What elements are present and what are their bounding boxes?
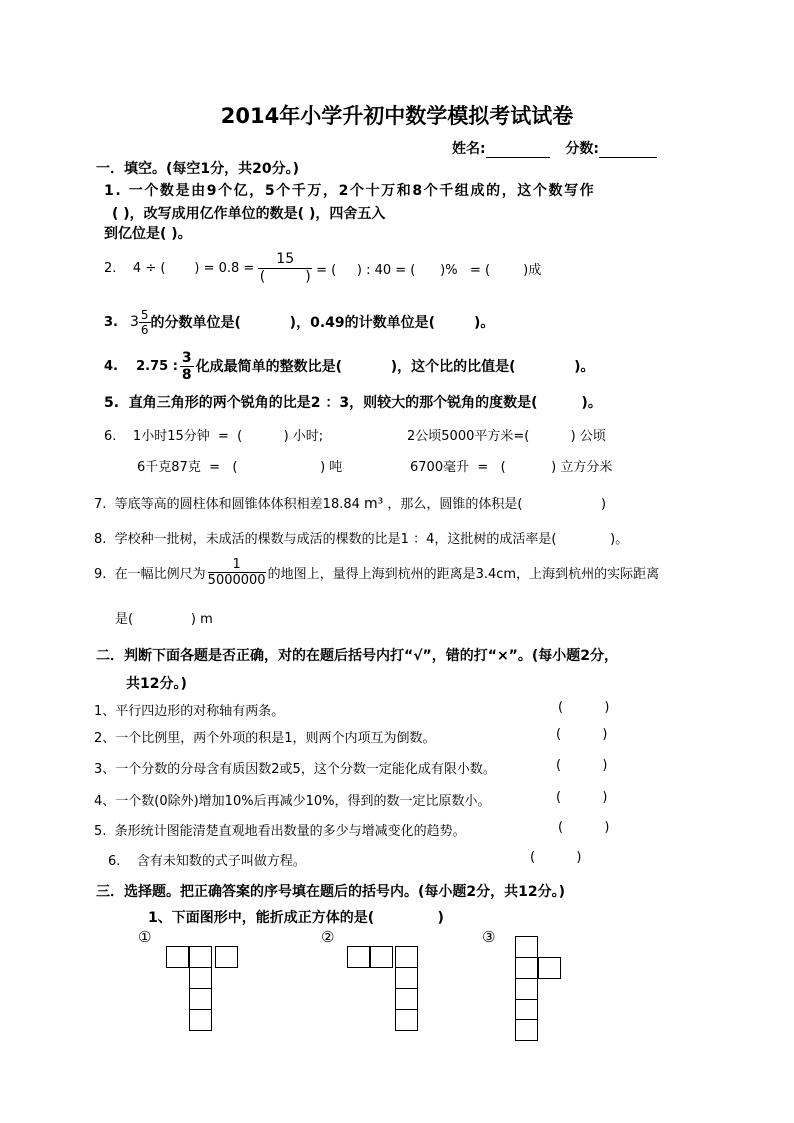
q1-line2: ( )，改写成用亿作单位的数是( )，四舍五入 xyxy=(112,206,386,222)
q9-row xyxy=(94,552,659,592)
net-1-cell xyxy=(166,946,189,968)
q7-part-b: ，那么，圆锥的体积是( ) xyxy=(387,497,607,512)
q4-text: 化成最简单的整数比是( )，这个比的比值是( )。 xyxy=(195,359,595,375)
judge-4-paren: ( ) xyxy=(556,790,608,805)
net-3-cell xyxy=(515,957,538,979)
section-2-heading-cont: 共12分。) xyxy=(126,676,187,692)
q7-row xyxy=(94,493,606,512)
q7-unit: m³ xyxy=(364,496,384,512)
judge-1-paren: ( ) xyxy=(558,700,610,715)
judge-6-text: 6. 含有未知数的式子叫做方程。 xyxy=(108,854,306,869)
judge-6-paren: ( ) xyxy=(530,850,582,865)
q6-a: 6. 1小时15分钟 = ( ) 小时; xyxy=(104,429,324,444)
q2-row xyxy=(104,248,541,288)
net-1-cell xyxy=(189,967,212,989)
q3-fraction-den: 6 xyxy=(140,322,149,337)
q4-row xyxy=(104,346,594,386)
net-2-cell xyxy=(370,946,393,968)
option-1-label: ① xyxy=(138,928,152,946)
q9-fraction xyxy=(208,558,266,587)
q2-fraction xyxy=(258,252,312,284)
name-blank xyxy=(486,157,550,158)
q4-fraction xyxy=(180,351,194,382)
judge-2-text: 2、一个比例里，两个外项的积是1，则两个内项互为倒数。 xyxy=(94,731,436,746)
q7-part-a: 7. 等底等高的圆柱体和圆锥体体积相差18.84 xyxy=(94,497,360,512)
q6-d: 6700毫升 = ( ) 立方分米 xyxy=(410,460,613,475)
q3-number: 3. xyxy=(104,314,118,330)
q2-fraction-num: 15 xyxy=(258,252,312,269)
q1-line3: 到亿位是( )。 xyxy=(104,226,192,242)
q2-fraction-den: ( ) xyxy=(259,269,311,285)
name-score-row xyxy=(452,138,657,158)
net-1-cell xyxy=(189,946,212,968)
q8: 8. 学校种一批树，未成活的棵数与成活的棵数的比是1 ：4，这批树的成活率是( )。 xyxy=(94,532,629,547)
q6-c: 6千克87克 = ( ) 吨 xyxy=(137,460,343,475)
judge-5-paren: ( ) xyxy=(558,820,610,835)
score-blank xyxy=(599,157,657,158)
q3-row xyxy=(104,303,494,341)
score-label: 分数: xyxy=(565,141,599,157)
q3-fraction xyxy=(139,309,151,336)
net-3-cell xyxy=(515,999,538,1021)
option-3-label: ③ xyxy=(482,928,496,946)
net-2-cell xyxy=(395,1009,418,1031)
q3-text: 的分数单位是( )，0.49的计数单位是( )。 xyxy=(150,315,495,331)
q2-part-b: = ( ) : 40 = ( )% = ( )成 xyxy=(316,262,542,278)
section-1-heading: 一．填空。(每空1分，共20分。) xyxy=(96,161,300,177)
choice-q1: 1、下面图形中，能折成正方体的是( ) xyxy=(148,910,444,926)
judge-5-text: 5. 条形统计图能清楚直观地看出数量的多少与增减变化的趋势。 xyxy=(94,824,466,839)
net-3-cell xyxy=(515,978,538,1000)
section-2-heading: 二．判断下面各题是否正确，对的在题后括号内打“√”，错的打“×”。(每小题2分， xyxy=(96,648,619,664)
net-1-cell xyxy=(189,1009,212,1031)
net-2-cell xyxy=(395,967,418,989)
net-2-cell xyxy=(395,946,418,968)
q9-part-b: 的地图上，量得上海到杭州的距离是3.4cm，上海到杭州的实际距离 xyxy=(267,566,660,582)
judge-3-text: 3、一个分数的分母含有质因数2或5，这个分数一定能化成有限小数。 xyxy=(94,762,496,777)
q4-fraction-num: 3 xyxy=(181,349,192,366)
name-label: 姓名: xyxy=(452,141,486,157)
net-3-cell xyxy=(538,957,561,979)
net-1-cell xyxy=(189,988,212,1010)
q9-part-a: 9. 在一幅比例尺为 xyxy=(94,566,206,582)
judge-1-text: 1、平行四边形的对称轴有两条。 xyxy=(94,704,285,719)
q6-b: 2公顷5000平方米=( ) 公顷 xyxy=(407,429,606,444)
page-title: 2014年小学升初中数学模拟考试试卷 xyxy=(220,104,574,128)
q4-part-a: 4. 2.75 : xyxy=(104,358,178,374)
q5: 5. 直角三角形的两个锐角的比是2 ：3，则较大的那个锐角的度数是( )。 xyxy=(104,395,602,411)
q3-whole: 3 xyxy=(129,314,139,330)
q3-fraction-num: 5 xyxy=(140,307,149,322)
q9-fraction-num: 1 xyxy=(208,558,266,573)
q2-part-a: 2. 4 ÷ ( ) = 0.8 = xyxy=(104,260,255,276)
judge-2-paren: ( ) xyxy=(556,727,608,742)
judge-4-text: 4、一个数(0除外)增加10%后再减少10%，得到的数一定比原数小。 xyxy=(94,794,491,809)
q9-fraction-den: 5000000 xyxy=(207,572,266,588)
q1-line1: 1. 一个数是由9个亿，5个千万，2个十万和8个千组成的，这个数写作 xyxy=(104,183,596,199)
judge-3-paren: ( ) xyxy=(556,758,608,773)
q9-line2: 是( ) m xyxy=(115,612,213,627)
net-3-cell xyxy=(515,1019,538,1041)
net-2-cell xyxy=(395,988,418,1010)
q4-fraction-den: 8 xyxy=(181,366,192,383)
option-2-label: ② xyxy=(321,928,335,946)
section-3-heading: 三．选择题。把正确答案的序号填在题后的括号内。(每小题2分，共12分。) xyxy=(96,884,566,900)
net-3-cell xyxy=(515,936,538,958)
net-2-cell xyxy=(347,946,370,968)
net-1-cell xyxy=(215,946,238,968)
